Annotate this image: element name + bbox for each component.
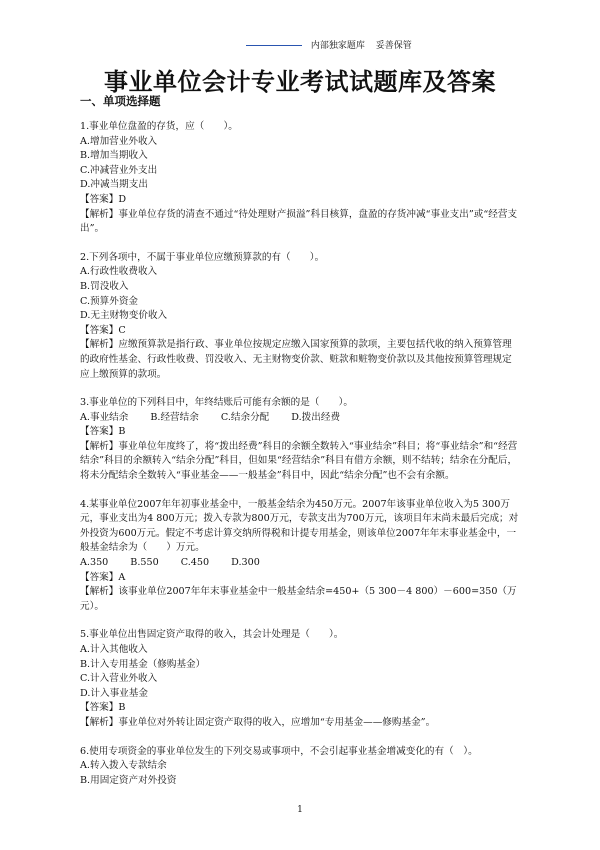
- option-c: C.计入营业外收入: [80, 673, 158, 685]
- option-a: A.350: [80, 557, 109, 569]
- document-title: 事业单位会计专业考试试题库及答案: [104, 68, 496, 96]
- answer: 【答案】A: [80, 571, 126, 583]
- option-d: D.计入事业基金: [80, 687, 148, 699]
- option-d: D.冲减当期支出: [80, 179, 148, 191]
- option-c: C.预算外资金: [80, 295, 139, 307]
- option-a: A.行政性收费收入: [80, 266, 158, 278]
- option-d: D.拨出经费: [291, 411, 341, 423]
- page-number: 1: [297, 805, 303, 815]
- question-5: [80, 628, 520, 730]
- answer: 【答案】D: [80, 193, 127, 205]
- option-b: B.经营结余: [150, 411, 199, 423]
- option-b: B.增加当期收入: [80, 150, 148, 162]
- options-row: [80, 411, 520, 426]
- answer: 【答案】B: [80, 702, 126, 714]
- option-a: A.增加营业外收入: [80, 135, 158, 147]
- question-stem: 5.事业单位出售固定资产取得的收入，其会计处理是（ ）。: [80, 629, 344, 641]
- option-b: B.550: [130, 557, 159, 569]
- analysis: 【解析】应缴预算款是指行政、事业单位按规定应缴入国家预算的款项，主要包括代收的纳入预算管理的政府性基金、行政性收费、罚没收入、无主财物变价款、赃款和赃物变价款以及其他按预算管理规定应上缴预算的款项。: [80, 339, 512, 380]
- option-b: B.罚没收入: [80, 280, 129, 292]
- option-c: C.450: [180, 557, 210, 569]
- option-a: A.计入其他收入: [80, 644, 148, 655]
- header-underline: [246, 45, 302, 46]
- question-stem: 3.事业单位的下列科目中，年终结账后可能有余额的是（ ）。: [80, 397, 353, 409]
- question-1: [80, 120, 520, 237]
- option-d: D.300: [231, 557, 260, 569]
- header-note: 妥善保管: [375, 41, 412, 51]
- option-c: C.结余分配: [220, 411, 270, 423]
- option-c: C.冲减营业外支出: [80, 164, 158, 176]
- section-heading: 一、单项选择题: [80, 94, 161, 108]
- option-a: A.事业结余: [80, 411, 129, 423]
- analysis: 【解析】事业单位存货的清查不通过“待处理财产损溢”科目核算，盘盈的存货冲减“事业支出”或“经营支出”。: [80, 208, 518, 235]
- question-4: [80, 498, 520, 615]
- analysis: 【解析】事业单位年度终了，将“拨出经费”科目的余额全数转入“事业结余”科目；将“事业结余”和“经营结余”科目的余额转入“结余分配”科目，但如果“经营结余”科目有借方余额，则不结转；结余在分配后，将未分配结余全数转入“事业基金——一般基金”科目中，因此“结余分配”也不会有余额。: [80, 440, 518, 482]
- question-6: [80, 745, 520, 789]
- option-b: B.用固定资产对外投资: [80, 774, 177, 786]
- question-stem: 1.事业单位盘盈的存货，应（ ）。: [80, 121, 238, 132]
- question-stem: 6.使用专项资金的事业单位发生的下列交易或事项中，不会引起事业基金增减变化的有（ ）。: [80, 745, 478, 757]
- question-stem: 4.某事业单位2007年年初事业基金中，一般基金结余为450万元。2007年该事业单位收入为5 300万元，事业支出为4 800万元；拨入专款为800万元，专款支出为700万元，该项目年末尚未最后完成；对外投资为600万元。假定不考虑计算交纳所得税和计提专用基金，则该单位2007年年末事业基金中，一般基金结余为（ ）万元。: [80, 498, 519, 554]
- question-2: [80, 251, 520, 382]
- answer: 【答案】C: [80, 324, 126, 336]
- question-list: [80, 120, 520, 802]
- option-d: D.无主财物变价收入: [80, 310, 168, 322]
- question-stem: 2.下列各项中，不属于事业单位应缴预算款的有（ ）。: [80, 251, 325, 263]
- header-label: 内部独家题库: [310, 41, 365, 51]
- answer: 【答案】B: [80, 426, 126, 438]
- page-header: [246, 38, 412, 51]
- option-b: B.计入专用基金（修购基金）: [80, 658, 206, 670]
- analysis: 【解析】事业单位对外转让固定资产取得的收入，应增加“专用基金——修购基金”。: [80, 716, 436, 728]
- options-row: [80, 556, 520, 571]
- option-a: A.转入拨入专款结余: [80, 760, 167, 772]
- analysis: 【解析】该事业单位2007年年末事业基金中一般基金结余=450+（5 300－4 800）－600=350（万元）。: [80, 586, 517, 612]
- question-3: [80, 396, 520, 484]
